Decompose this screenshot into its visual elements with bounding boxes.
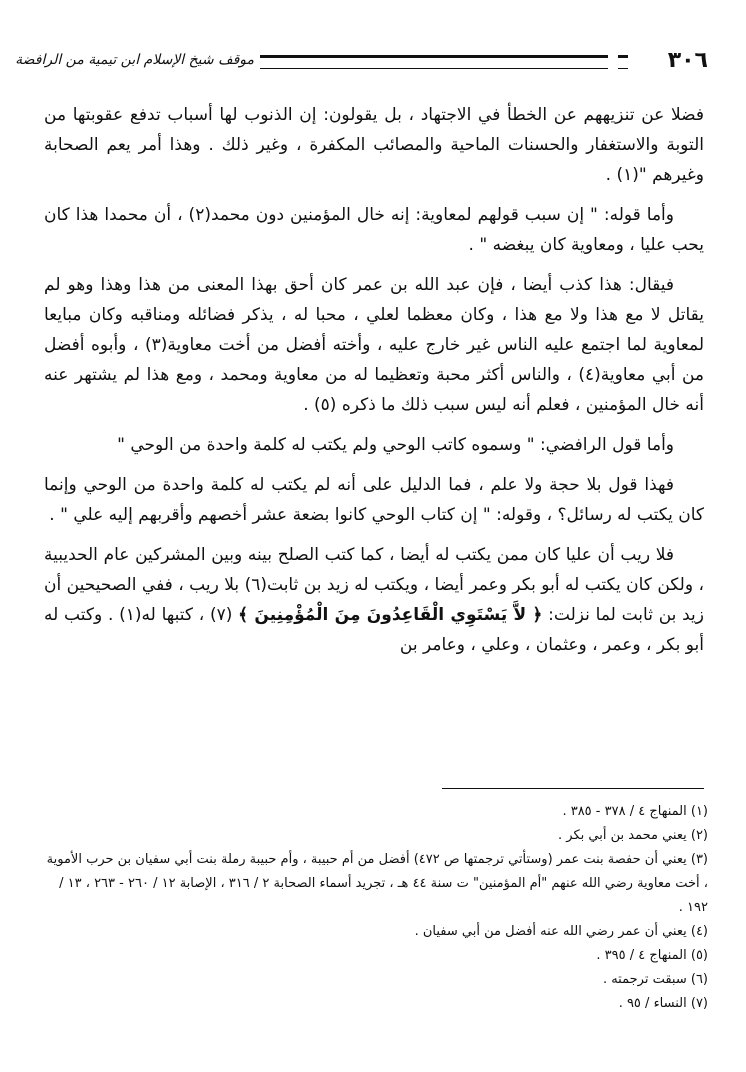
- paragraph-6: [44, 540, 704, 660]
- paragraph-2: وأما قوله: " إن سبب قولهم لمعاوية: إنه خال المؤمنين دون محمد(٢) ، أن محمدا هذا كان يحب عليا ، ومعاوية كان يبغضه " .: [44, 205, 704, 255]
- footnote-3: (٣) يعني أن حفصة بنت عمر (وستأتي ترجمتها ص ٤٧٢) أفضل من أم حبيبة ، وأم حبيبة رملة بنت أبي سفيان بن حرب الأموية ، أخت معاوية رضي الله عنهم "أم المؤمنين" ت سنة ٤٤ هـ ، تجريد أسماء الصحابة ٢ / ٣١٦ ، الإصابة ١٢ / ٢٦٠ - ٢٦٣ ، ١٣ / ١٩٢ .: [46, 852, 708, 915]
- header-rule: [260, 55, 608, 69]
- footnotes: [40, 800, 708, 1016]
- header-rule-right: [618, 55, 628, 69]
- paragraph-1: فضلا عن تنزيههم عن الخطأ في الاجتهاد ، بل يقولون: إن الذنوب لها أسباب تدفع عقوبتها من التوبة والاستغفار والحسنات الماحية والمصائب المكفرة ، وغير ذلك . وهذا أمر يعم الصحابة وغيرهم "(١) .: [44, 105, 704, 185]
- footnote-5: (٥) المنهاج ٤ / ٣٩٥ .: [596, 948, 708, 963]
- paragraph-3: فيقال: هذا كذب أيضا ، فإن عبد الله بن عمر كان أحق بهذا المعنى من هذا وهذا وهو لم يقاتل لا مع هذا ولا مع هذا ، وكان معظما لعلي ، محبا له ، يذكر فضائله ومناقبه وكان مبايعا لمعاوية لما اجتمع عليه الناس غير خارج عليه ، وأخته أفضل من أخت معاوية(٣) ، وأبوه أفضل من أبي معاوية(٤) ، والناس أكثر محبة وتعظيما له من معاوية ومحمد ، ومع هذا لم يشتهر عنه أنه خال المؤمنين ، فعلم أنه ليس سبب ذلك ما ذكره (٥) .: [44, 275, 704, 415]
- footnote-6: (٦) سبقت ترجمته .: [602, 972, 708, 987]
- main-text: [44, 100, 704, 670]
- footnote-7: (٧) النساء / ٩٥ .: [618, 996, 708, 1011]
- footnote-1: (١) المنهاج ٤ / ٣٧٨ - ٣٨٥ .: [562, 804, 708, 819]
- paragraph-6-after-verse: (٧) ، كتبها له(١) . وكتب له أبو بكر ، وعمر ، وعثمان ، وعلي ، وعامر بن: [44, 605, 704, 655]
- page-number: ٣٠٦: [667, 48, 708, 73]
- page-header: [15, 44, 716, 80]
- footnote-4: (٤) يعني أن عمر رضي الله عنه أفضل من أبي سفيان .: [414, 924, 708, 939]
- paragraph-5: فهذا قول بلا حجة ولا علم ، فما الدليل على أنه لم يكتب له كلمة واحدة من الوحي وإنما كان يكتب له رسائل؟ ، وقوله: " إن كتاب الوحي كانوا بضعة عشر أخصهم وأقربهم إليه علي " .: [44, 475, 704, 525]
- running-title: موقف شيخ الإسلام ابن تيمية من الرافضة: [15, 52, 254, 68]
- quran-verse: ﴿ لاَّ يَسْتَوِي الْقَاعِدُونَ مِنَ الْمُؤْمِنِينَ ﴾: [238, 605, 543, 625]
- footnote-separator: [442, 788, 704, 789]
- paragraph-6-before-verse: فلا ريب أن عليا كان ممن يكتب له أيضا ، كما كتب الصلح بينه وبين المشركين عام الحديبية ، ولكن كان يكتب له أبو بكر وعمر أيضا ، ويكتب له زيد بن ثابت(٦) بلا ريب ، ففي الصحيحين أن زيد بن ثابت لما نزلت:: [44, 545, 704, 625]
- footnote-2: (٢) يعني محمد بن أبي بكر .: [558, 828, 708, 843]
- paragraph-4: وأما قول الرافضي: " وسموه كاتب الوحي ولم يكتب له كلمة واحدة من الوحي ": [117, 435, 674, 455]
